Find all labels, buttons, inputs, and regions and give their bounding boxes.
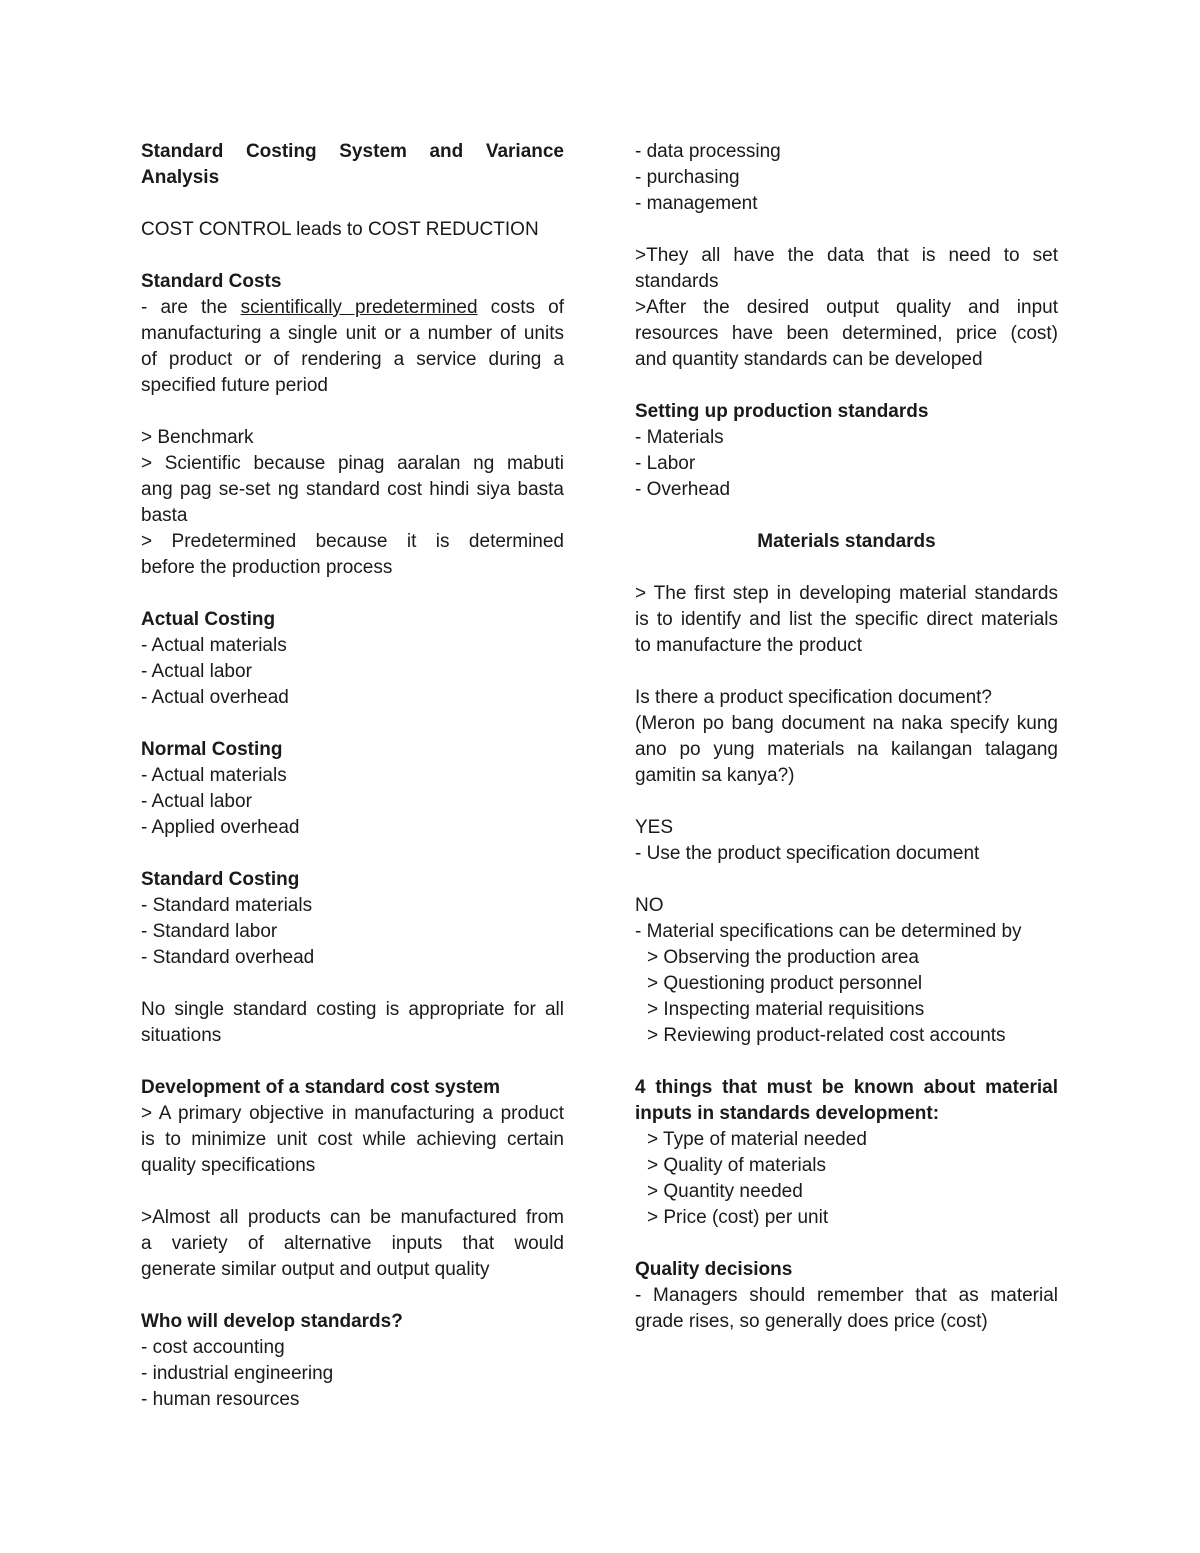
yes-label: YES [635, 817, 674, 838]
list-item: - data processing [635, 141, 781, 162]
cost-control-line: COST CONTROL leads to COST REDUCTION [141, 219, 539, 240]
after-note-l2: resources have been determined, price (cost) [635, 323, 1058, 344]
standard-costs-def-l2: manufacturing a single unit or a number of units [141, 323, 564, 344]
list-item: - Actual materials [141, 765, 287, 786]
list-item: - human resources [141, 1389, 300, 1410]
spec-question-translation-l2: ano po yung materials na kailangan talagang [635, 739, 1058, 760]
quality-note-l2: grade rises, so generally does price (cost) [635, 1311, 988, 1332]
setting-heading: Setting up production standards [635, 401, 929, 422]
data-note: >They all have the data that is need to set [635, 245, 1058, 266]
doc-title: Standard Costing System and Variance [141, 141, 564, 162]
spec-question-translation-l3: gamitin sa kanya?) [635, 765, 795, 786]
list-item: > Quantity needed [647, 1181, 803, 1202]
development-p2: >Almost all products can be manufactured from [141, 1207, 564, 1228]
predetermined-note-l2: before the production process [141, 557, 393, 578]
list-item: > Questioning product personnel [647, 973, 923, 994]
development-p1: > A primary objective in manufacturing a product [141, 1103, 564, 1124]
list-item: - Standard materials [141, 895, 313, 916]
standard-costs-def-l4: specified future period [141, 375, 328, 396]
four-things-heading-l2: inputs in standards development: [635, 1103, 940, 1124]
list-item: - Materials [635, 427, 724, 448]
list-item: - industrial engineering [141, 1363, 334, 1384]
scientific-note-l2: ang pag se-set ng standard cost hindi siya basta [141, 479, 564, 500]
first-step-note-l3: to manufacture the product [635, 635, 863, 656]
development-p2-l3: generate similar output and output quality [141, 1259, 490, 1280]
materials-standards-heading: Materials standards [757, 531, 936, 552]
def-post: costs of [477, 297, 564, 318]
list-item: - Applied overhead [141, 817, 300, 838]
development-p1-l2: is to minimize unit cost while achieving certain [141, 1129, 564, 1150]
list-item: - Actual overhead [141, 687, 289, 708]
list-item: - Actual materials [141, 635, 287, 656]
first-step-note: > The first step in developing material standards [635, 583, 1058, 604]
list-item: - Actual labor [141, 661, 252, 682]
list-item: > Quality of materials [647, 1155, 826, 1176]
no-label: NO [635, 895, 664, 916]
right-column [635, 139, 1058, 1335]
list-item: - Standard overhead [141, 947, 315, 968]
list-item: - Labor [635, 453, 696, 474]
list-item: > Reviewing product-related cost accounts [647, 1025, 1006, 1046]
list-item: - Overhead [635, 479, 731, 500]
no-single-note-l2: situations [141, 1025, 222, 1046]
development-p2-l2: a variety of alternative inputs that would [141, 1233, 564, 1254]
benchmark-note: > Benchmark [141, 427, 254, 448]
yes-item: - Use the product specification document [635, 843, 980, 864]
list-item: > Type of material needed [647, 1129, 867, 1150]
list-item: > Observing the production area [647, 947, 919, 968]
list-item: - Actual labor [141, 791, 252, 812]
standard-costs-heading: Standard Costs [141, 271, 282, 292]
development-heading: Development of a standard cost system [141, 1077, 500, 1098]
actual-costing-heading: Actual Costing [141, 609, 276, 630]
no-single-note: No single standard costing is appropriate for all [141, 999, 564, 1020]
no-item: - Material specifications can be determined by [635, 921, 1022, 942]
quality-heading: Quality decisions [635, 1259, 793, 1280]
def-pre: - are the [141, 297, 241, 318]
data-note-l2: standards [635, 271, 719, 292]
standard-costs-def-l3: of product or of rendering a service during a [141, 349, 564, 370]
after-note-l3: and quantity standards can be developed [635, 349, 983, 370]
normal-costing-heading: Normal Costing [141, 739, 283, 760]
list-item: - Standard labor [141, 921, 278, 942]
spec-question: Is there a product specification document? [635, 687, 992, 708]
spec-question-translation: (Meron po bang document na naka specify kung [635, 713, 1058, 734]
standard-costs-def [141, 295, 564, 321]
first-step-note-l2: is to identify and list the specific direct materials [635, 609, 1058, 630]
list-item: > Price (cost) per unit [647, 1207, 829, 1228]
left-column [141, 139, 564, 1413]
development-p1-l3: quality specifications [141, 1155, 316, 1176]
doc-title-cont: Analysis [141, 167, 220, 188]
list-item: - cost accounting [141, 1337, 285, 1358]
four-things-heading: 4 things that must be known about material [635, 1077, 1058, 1098]
def-underlined: scientifically predetermined [240, 297, 478, 318]
predetermined-note: > Predetermined because it is determined [141, 531, 564, 552]
who-heading: Who will develop standards? [141, 1311, 403, 1332]
standard-costing-heading: Standard Costing [141, 869, 300, 890]
list-item: - management [635, 193, 758, 214]
list-item: > Inspecting material requisitions [647, 999, 925, 1020]
list-item: - purchasing [635, 167, 740, 188]
quality-note: - Managers should remember that as material [635, 1285, 1058, 1306]
scientific-note: > Scientific because pinag aaralan ng mabuti [141, 453, 564, 474]
after-note: >After the desired output quality and input [635, 297, 1058, 318]
scientific-note-l3: basta [141, 505, 188, 526]
